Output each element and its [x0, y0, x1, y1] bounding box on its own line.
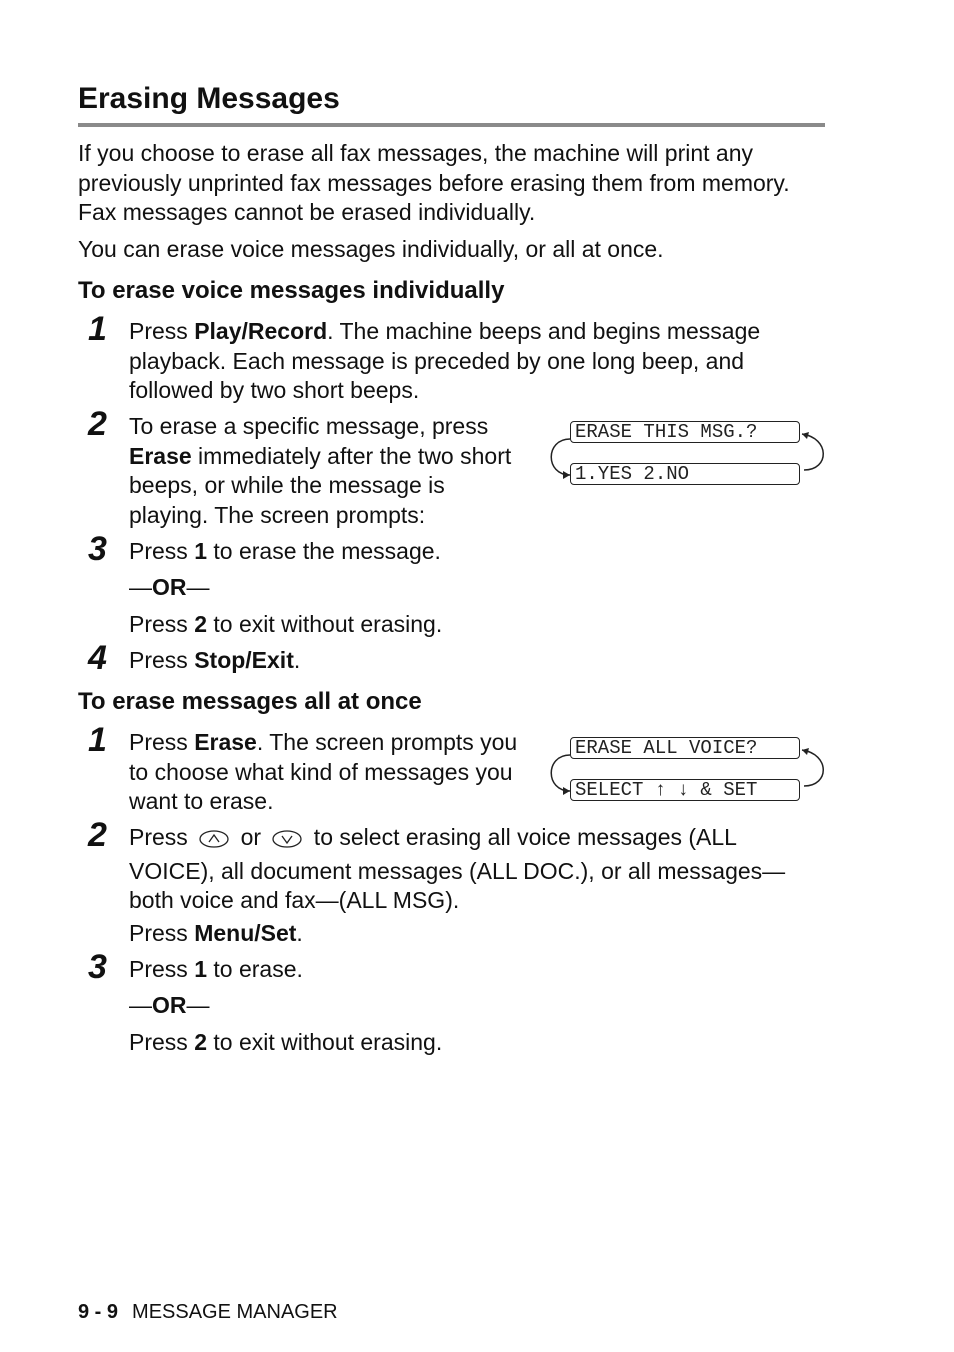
- page-number: 9 - 9: [78, 1301, 119, 1323]
- heading-erase-all: To erase messages all at once: [78, 688, 422, 715]
- step-number: 1: [88, 721, 107, 759]
- step-number: 4: [88, 639, 107, 677]
- step-number: 2: [88, 816, 107, 854]
- lcd-line-1: ERASE ALL VOICE?: [570, 737, 800, 759]
- step-text: Press or to select erasing all voice messages (ALL VOICE), all document messages (ALL DOC.), or all messages—both voice and fax—(ALL MSG).: [129, 824, 786, 914]
- step-number: 3: [88, 948, 107, 986]
- lcd-line-2: 1.YES 2.NO: [570, 463, 800, 485]
- step-text: Press 1 to erase the message.: [129, 538, 441, 564]
- step-text: Press 1 to erase.: [129, 956, 303, 982]
- or-separator: —OR—: [129, 574, 210, 600]
- or-separator: —OR—: [129, 992, 210, 1018]
- step-menu-text: Press Menu/Set.: [129, 920, 303, 946]
- page-title: Erasing Messages: [78, 82, 340, 115]
- step-number: 3: [88, 530, 107, 568]
- lcd-line-1: ERASE THIS MSG.?: [570, 421, 800, 443]
- down-arrow-button-icon: [271, 827, 303, 857]
- lcd-line-2: SELECT ↑ ↓ & SET: [570, 779, 800, 801]
- step-number: 2: [88, 405, 107, 443]
- up-arrow-button-icon: [198, 827, 230, 857]
- intro-paragraph-1: If you choose to erase all fax messages, the machine will print any previously unprinted fax messages before erasing them from memory. Fax messages cannot be erased individually.: [78, 140, 790, 226]
- step-text: Press Stop/Exit.: [129, 647, 301, 673]
- chapter-name: MESSAGE MANAGER: [132, 1301, 338, 1323]
- step-text: To erase a specific message, press Erase immediately after the two short beeps, or while the message is playing. The screen prompts:: [129, 413, 512, 528]
- page-footer: [78, 1301, 338, 1324]
- intro-paragraph-2: You can erase voice messages individually, or all at once.: [78, 236, 664, 262]
- step-text: Press Erase. The screen prompts you to choose what kind of messages you want to erase.: [129, 729, 518, 815]
- step-alt-text: Press 2 to exit without erasing.: [129, 611, 443, 637]
- title-rule: [78, 123, 825, 127]
- heading-erase-individually: To erase voice messages individually: [78, 277, 505, 304]
- lcd-display-erase-msg: [540, 416, 830, 506]
- step-number: 1: [88, 310, 107, 348]
- step-alt-text: Press 2 to exit without erasing.: [129, 1029, 443, 1055]
- step-text: Press Play/Record. The machine beeps and begins message playback. Each message is preceded by one long beep, and followed by two short beeps.: [129, 318, 761, 404]
- lcd-display-erase-all: [540, 732, 830, 822]
